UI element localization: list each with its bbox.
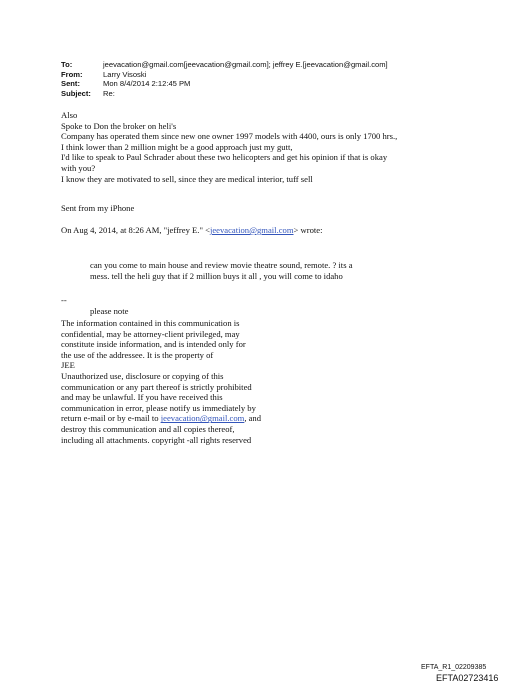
notice-line: destroy this communication and all copies thereof,	[61, 423, 235, 434]
signature-separator: --	[61, 295, 67, 305]
notice-line: confidential, may be attorney-client privileged, may	[61, 328, 240, 339]
quoted-line: mess. tell the heli guy that if 2 million buys it all , you will come to idaho	[90, 270, 343, 281]
notice-line: including all attachments. copyright -all rights reserved	[61, 434, 252, 445]
footer-bates-number: EFTA02723416	[436, 673, 499, 683]
body-line: Spoke to Don the broker on heli's	[61, 120, 177, 131]
subject-label: Subject:	[61, 88, 91, 98]
sent-row	[61, 79, 388, 89]
quote-attribution	[61, 225, 322, 236]
body-line: Company has operated them since new one owner 1997 models with 4400, ours is only 1700 hrs.,	[61, 131, 398, 142]
from-row	[61, 70, 388, 80]
quoted-line: can you come to main house and review movie theatre sound, remote. ? its a	[90, 260, 353, 270]
sent-value: Mon 8/4/2014 2:12:45 PM	[103, 79, 191, 89]
notice-line: The information contained in this communication is	[61, 318, 240, 328]
sent-from-line: Sent from my iPhone	[61, 203, 135, 213]
body-line: with you?	[61, 162, 96, 173]
quoted-message	[90, 260, 430, 281]
body-line: I know they are motivated to sell, since they are medical interior, tuff sell	[61, 173, 313, 184]
notice-line: constitute inside information, and is intended only for	[61, 339, 246, 350]
footer-document-id: EFTA_R1_02209385	[421, 664, 487, 671]
notice-line: communication or any part thereof is strictly prohibited	[61, 381, 252, 392]
notice-line: JEE	[61, 360, 75, 371]
please-note: please note	[90, 306, 129, 316]
confidentiality-notice	[61, 318, 321, 445]
from-label: From:	[61, 69, 83, 79]
notice-email-link[interactable]: jeevacation@gmail.com	[160, 413, 245, 424]
notice-line: and may be unlawful. If you have received this	[61, 392, 223, 403]
notice-text-end: , and	[244, 413, 262, 424]
to-value: jeevacation@gmail.com[jeevacation@gmail.com]; jeffrey E.[jeevacation@gmail.com]	[103, 60, 388, 69]
attribution-text: On Aug 4, 2014, at 8:26 AM, "jeffrey E." <	[61, 225, 210, 235]
attribution-email-link[interactable]: jeevacation@gmail.com	[209, 225, 294, 235]
to-row	[61, 60, 388, 70]
message-body	[61, 110, 481, 184]
subject-row	[61, 89, 388, 99]
notice-text: return e-mail or by e-mail to	[61, 413, 161, 424]
notice-line-return	[61, 413, 321, 424]
from-value: Larry Visoski	[103, 69, 147, 79]
notice-line: the use of the addressee. It is the property of	[61, 349, 214, 360]
notice-line: communication in error, please notify us immediately by	[61, 402, 256, 413]
to-label: To:	[61, 60, 73, 69]
sent-label: Sent:	[61, 79, 80, 89]
body-line: I think lower than 2 million might be a good approach just my gutt,	[61, 141, 293, 152]
body-line: I'd like to speak to Paul Schrader about these two helicopters and get his opinion if that is okay	[61, 152, 388, 163]
body-line: Also	[61, 110, 78, 120]
attribution-text-end: > wrote:	[293, 225, 323, 235]
notice-line: Unauthorized use, disclosure or copying of this	[61, 370, 224, 381]
subject-value: Re:	[103, 88, 115, 98]
email-header	[61, 60, 388, 98]
